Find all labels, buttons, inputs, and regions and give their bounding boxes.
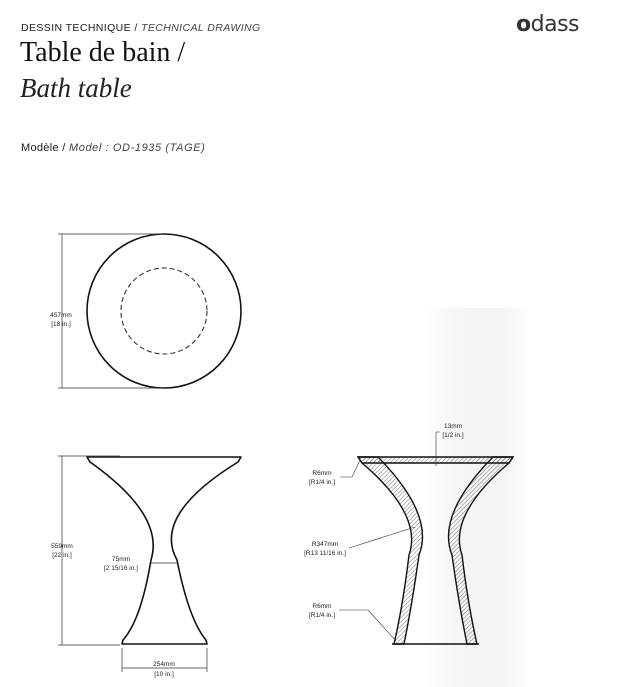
top-view [50,234,241,388]
tabletop-outline [87,234,241,388]
title-fr: Table de bain / [20,37,186,68]
brand-logo: odass [516,12,579,37]
top-radius-in: [R1/4 in.] [308,479,336,486]
curve-radius-mm: R347mm [311,541,339,548]
bottom-radius-mm: R6mm [312,603,332,610]
model-number: Model : OD-1935 (TAGE) [68,142,206,154]
height-dimension-mm: 559mm [51,543,73,550]
model-label-fr: Modèle [21,142,59,154]
section-left-wall [358,457,423,644]
bottom-radius-in: [R1/4 in.] [308,612,336,619]
base-hidden-outline [121,268,207,354]
top-dimension-in: [18 in.] [51,321,71,328]
thickness-dimension-mm: 13mm [443,423,463,430]
title-en: Bath table [20,73,132,103]
drawing-type-fr: DESSIN TECHNIQUE [21,22,132,34]
height-dimension-in: [22 in.] [52,552,72,559]
waist-dimension-mm: 75mm [111,556,131,563]
top-dimension-mm: 457mm [50,312,72,319]
section-right-wall [448,457,513,644]
section-view [304,423,513,644]
drawing-type-en: TECHNICAL DRAWING [141,22,261,34]
base-dimension-mm: 254mm [153,661,175,668]
base-dimension-in: [10 in.] [154,671,174,678]
height-dimension-line [58,234,164,388]
thickness-dimension-in: [1/2 in.] [442,432,464,439]
section-top-plate [358,457,513,463]
top-radius-mm: R6mm [312,470,332,477]
table-silhouette [87,457,241,644]
waist-dimension-in: [2 15/16 in.] [104,565,138,572]
side-view [51,456,241,678]
model-label: Modèle / Model : OD-1935 (TAGE) [21,142,206,154]
separator: / [131,22,142,34]
curve-radius-in: [R13 11/16 in.] [304,550,346,557]
